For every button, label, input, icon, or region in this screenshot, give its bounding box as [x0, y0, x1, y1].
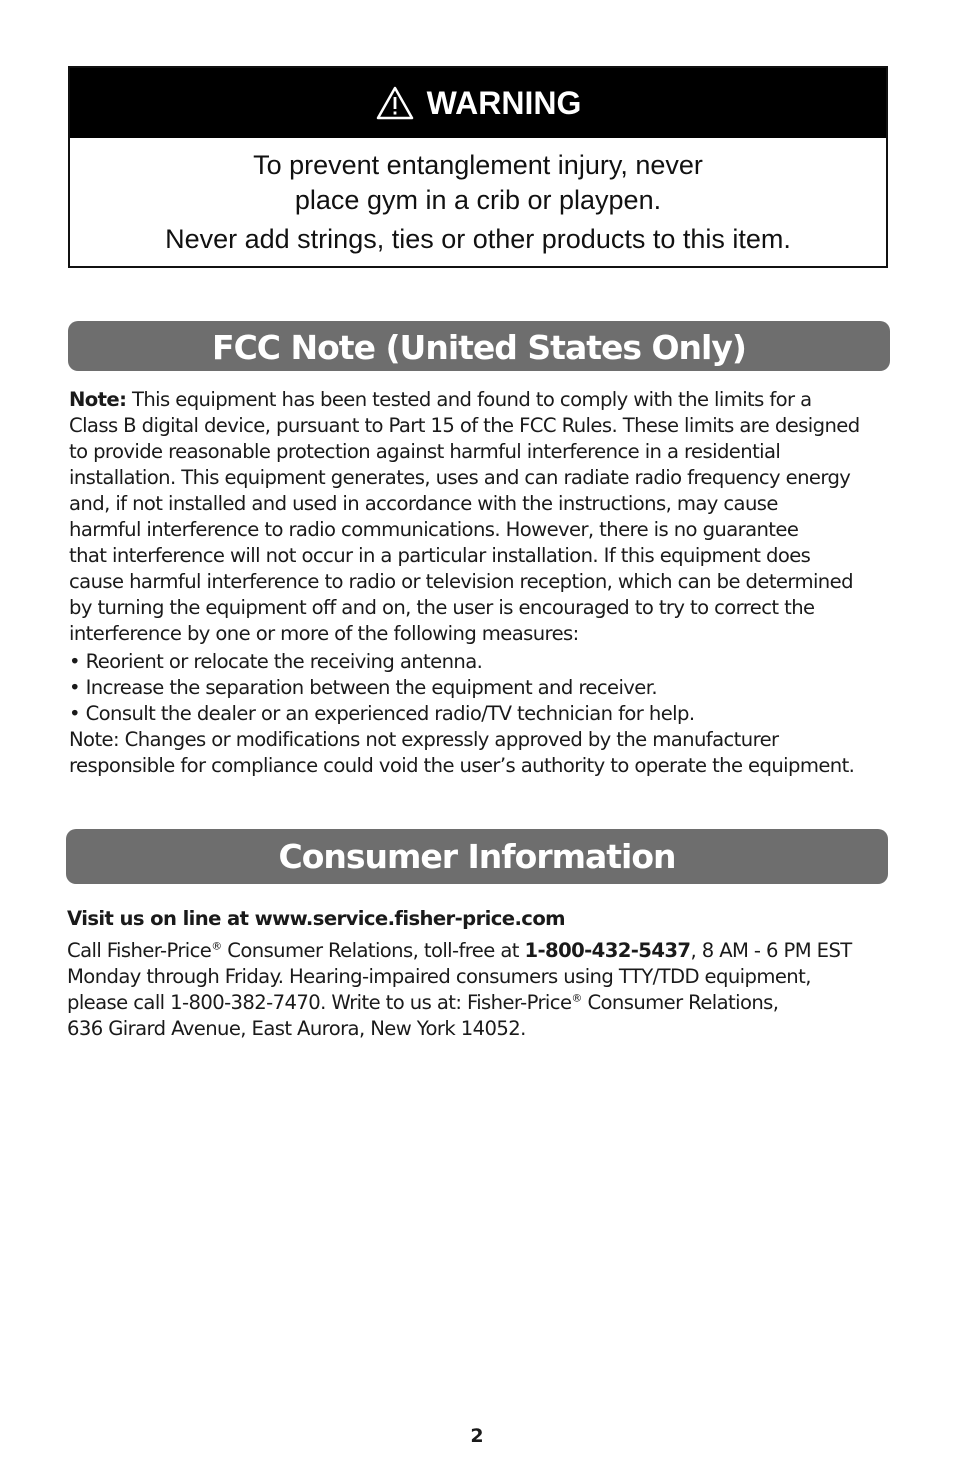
consumer-line: Call Fisher-Price® Consumer Relations, toll-free at 1-800-432-5437, 8 AM - 6 PM EST — [67, 939, 852, 962]
warning-triangle-icon — [375, 85, 415, 121]
page-number: 2 — [470, 1425, 484, 1447]
fcc-line: harmful interference to radio communications. However, there is no guarantee — [69, 518, 799, 541]
consumer-info-text — [67, 906, 927, 1042]
phone-number[interactable]: 1-800-432-5437 — [524, 939, 691, 962]
fcc-line: that interference will not occur in a particular installation. If this equipment does — [69, 544, 811, 567]
consumer-address: 636 Girard Avenue, East Aurora, New York 14052. — [67, 1017, 526, 1040]
fcc-bullet: • Consult the dealer or an experienced radio/TV technician for help. — [69, 702, 695, 725]
registered-mark: ® — [571, 991, 582, 1005]
fcc-closing-line: responsible for compliance could void the user’s authority to operate the equipment. — [69, 754, 855, 777]
fcc-note-text — [69, 387, 909, 779]
fcc-line: to provide reasonable protection against harmful interference in a residential — [69, 440, 781, 463]
warning-box — [68, 66, 888, 268]
warning-body — [70, 138, 886, 257]
fcc-heading: FCC Note (United States Only) — [68, 321, 890, 371]
fcc-bullet: • Reorient or relocate the receiving antenna. — [69, 650, 483, 673]
consumer-line: Monday through Friday. Hearing-impaired consumers using TTY/TDD equipment, — [67, 965, 811, 988]
fcc-line: installation. This equipment generates, uses and can radiate radio frequency energy — [69, 466, 851, 489]
warning-line: To prevent entanglement injury, never — [253, 150, 703, 180]
fcc-line: Note: This equipment has been tested and found to comply with the limits for a — [69, 388, 812, 411]
fcc-line: cause harmful interference to radio or television reception, which can be determined — [69, 570, 853, 593]
consumer-line: please call 1-800-382-7470. Write to us at: Fisher-Price® Consumer Relations, — [67, 991, 779, 1014]
registered-mark: ® — [211, 939, 222, 953]
fcc-line: by turning the equipment off and on, the user is encouraged to try to correct the — [69, 596, 815, 619]
consumer-heading: Consumer Information — [66, 829, 888, 884]
fcc-line: interference by one or more of the following measures: — [69, 622, 579, 645]
website-link[interactable]: Visit us on line at www.service.fisher-price.com — [67, 907, 565, 930]
fcc-bullet: • Increase the separation between the equipment and receiver. — [69, 676, 658, 699]
fcc-line: Class B digital device, pursuant to Part 15 of the FCC Rules. These limits are designed — [69, 414, 860, 437]
warning-title: WARNING — [426, 84, 582, 121]
fcc-line: and, if not installed and used in accordance with the instructions, may cause — [69, 492, 778, 515]
warning-header — [70, 68, 886, 138]
warning-line: Never add strings, ties or other products to this item. — [165, 224, 791, 254]
warning-line: place gym in a crib or playpen. — [294, 185, 662, 215]
note-label: Note: — [69, 388, 127, 411]
fcc-closing-line: Note: Changes or modifications not expressly approved by the manufacturer — [69, 728, 779, 751]
